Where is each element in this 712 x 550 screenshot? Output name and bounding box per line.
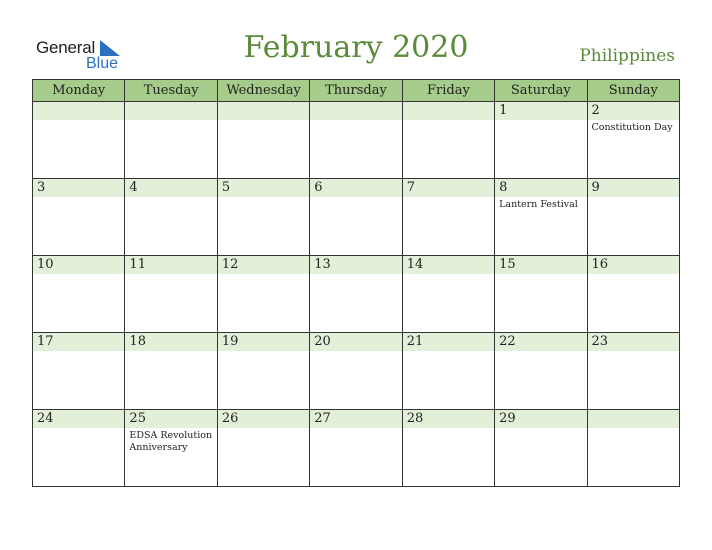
holiday-label (125, 120, 216, 122)
holiday-label (588, 274, 679, 276)
day-number: 5 (218, 179, 309, 197)
weekday-header-row (33, 80, 680, 102)
day-number: 26 (218, 410, 309, 428)
day-cell (402, 333, 494, 410)
day-number: 24 (33, 410, 124, 428)
day-cell (495, 102, 587, 179)
holiday-label (495, 428, 586, 430)
holiday-label (33, 351, 124, 353)
day-number: 25 (125, 410, 216, 428)
weekday-header: Thursday (310, 80, 402, 102)
holiday-label (218, 351, 309, 353)
day-cell (310, 333, 402, 410)
day-number: 4 (125, 179, 216, 197)
day-number (310, 102, 401, 120)
holiday-label: EDSA Revolution Anniversary (129, 430, 213, 453)
weekday-header: Sunday (587, 80, 679, 102)
day-cell (402, 256, 494, 333)
day-number: 8 (495, 179, 586, 197)
holiday-label (403, 120, 494, 122)
day-number: 9 (588, 179, 679, 197)
weekday-header: Monday (33, 80, 125, 102)
day-number (403, 102, 494, 120)
holiday-label (218, 428, 309, 430)
day-number (218, 102, 309, 120)
day-cell (217, 102, 309, 179)
logo-word-blue: Blue (86, 55, 119, 72)
day-number: 13 (310, 256, 401, 274)
holiday-label (495, 120, 586, 122)
day-number: 15 (495, 256, 586, 274)
day-number (588, 410, 679, 428)
holiday-label (403, 274, 494, 276)
day-cell (217, 179, 309, 256)
day-cell (402, 179, 494, 256)
day-number: 14 (403, 256, 494, 274)
day-cell (33, 256, 125, 333)
day-cell (310, 102, 402, 179)
day-cell (310, 179, 402, 256)
week-row (33, 410, 680, 487)
week-row (33, 102, 680, 179)
holiday-label (495, 351, 586, 353)
holiday-label (310, 351, 401, 353)
week-row (33, 256, 680, 333)
day-number (33, 102, 124, 120)
country-label: Philippines (579, 46, 675, 66)
day-cell (402, 410, 494, 487)
day-cell (125, 410, 217, 487)
day-cell (125, 333, 217, 410)
calendar-grid (32, 79, 680, 487)
holiday-label (403, 351, 494, 353)
holiday-label (33, 428, 124, 430)
holiday-label (588, 351, 679, 353)
holiday-label (588, 197, 679, 199)
day-cell (33, 179, 125, 256)
week-row (33, 179, 680, 256)
holiday-label (218, 120, 309, 122)
day-number: 17 (33, 333, 124, 351)
weekday-header: Tuesday (125, 80, 217, 102)
day-cell (217, 256, 309, 333)
holiday-label (218, 197, 309, 199)
holiday-label: Constitution Day (591, 122, 673, 133)
holiday-label (218, 274, 309, 276)
logo-word-general: General (36, 38, 96, 57)
day-number (125, 102, 216, 120)
holiday-label (33, 274, 124, 276)
day-number: 1 (495, 102, 586, 120)
day-number: 21 (403, 333, 494, 351)
day-cell (310, 256, 402, 333)
holiday-label (125, 274, 216, 276)
day-number: 29 (495, 410, 586, 428)
day-cell (587, 333, 679, 410)
day-cell (587, 410, 679, 487)
day-cell (33, 410, 125, 487)
holiday-label (310, 120, 401, 122)
day-cell (217, 410, 309, 487)
day-cell (125, 179, 217, 256)
day-cell (587, 102, 679, 179)
holiday-label (403, 197, 494, 199)
day-cell (125, 256, 217, 333)
day-number: 6 (310, 179, 401, 197)
day-cell (495, 410, 587, 487)
weekday-header: Saturday (495, 80, 587, 102)
holiday-label (310, 428, 401, 430)
day-cell (495, 179, 587, 256)
day-number: 27 (310, 410, 401, 428)
day-cell (217, 333, 309, 410)
day-number: 18 (125, 333, 216, 351)
day-cell (33, 333, 125, 410)
holiday-label: Lantern Festival (499, 199, 578, 210)
day-number: 16 (588, 256, 679, 274)
day-number: 7 (403, 179, 494, 197)
day-number: 2 (588, 102, 679, 120)
day-number: 23 (588, 333, 679, 351)
day-number: 22 (495, 333, 586, 351)
holiday-label (33, 197, 124, 199)
day-number: 12 (218, 256, 309, 274)
day-cell (587, 179, 679, 256)
day-cell (125, 102, 217, 179)
holiday-label (33, 120, 124, 122)
day-number: 19 (218, 333, 309, 351)
holiday-label (495, 274, 586, 276)
day-cell (33, 102, 125, 179)
holiday-label (125, 351, 216, 353)
day-number: 28 (403, 410, 494, 428)
day-cell (587, 256, 679, 333)
holiday-label (403, 428, 494, 430)
holiday-label (310, 197, 401, 199)
holiday-label (125, 197, 216, 199)
day-number: 3 (33, 179, 124, 197)
day-cell (495, 333, 587, 410)
holiday-label (310, 274, 401, 276)
day-cell (495, 256, 587, 333)
holiday-label (588, 428, 679, 430)
calendar-title: February 2020 (243, 30, 469, 65)
day-cell (402, 102, 494, 179)
weekday-header: Wednesday (217, 80, 309, 102)
day-number: 10 (33, 256, 124, 274)
day-cell (310, 410, 402, 487)
week-row (33, 333, 680, 410)
weekday-header: Friday (402, 80, 494, 102)
day-number: 20 (310, 333, 401, 351)
day-number: 11 (125, 256, 216, 274)
